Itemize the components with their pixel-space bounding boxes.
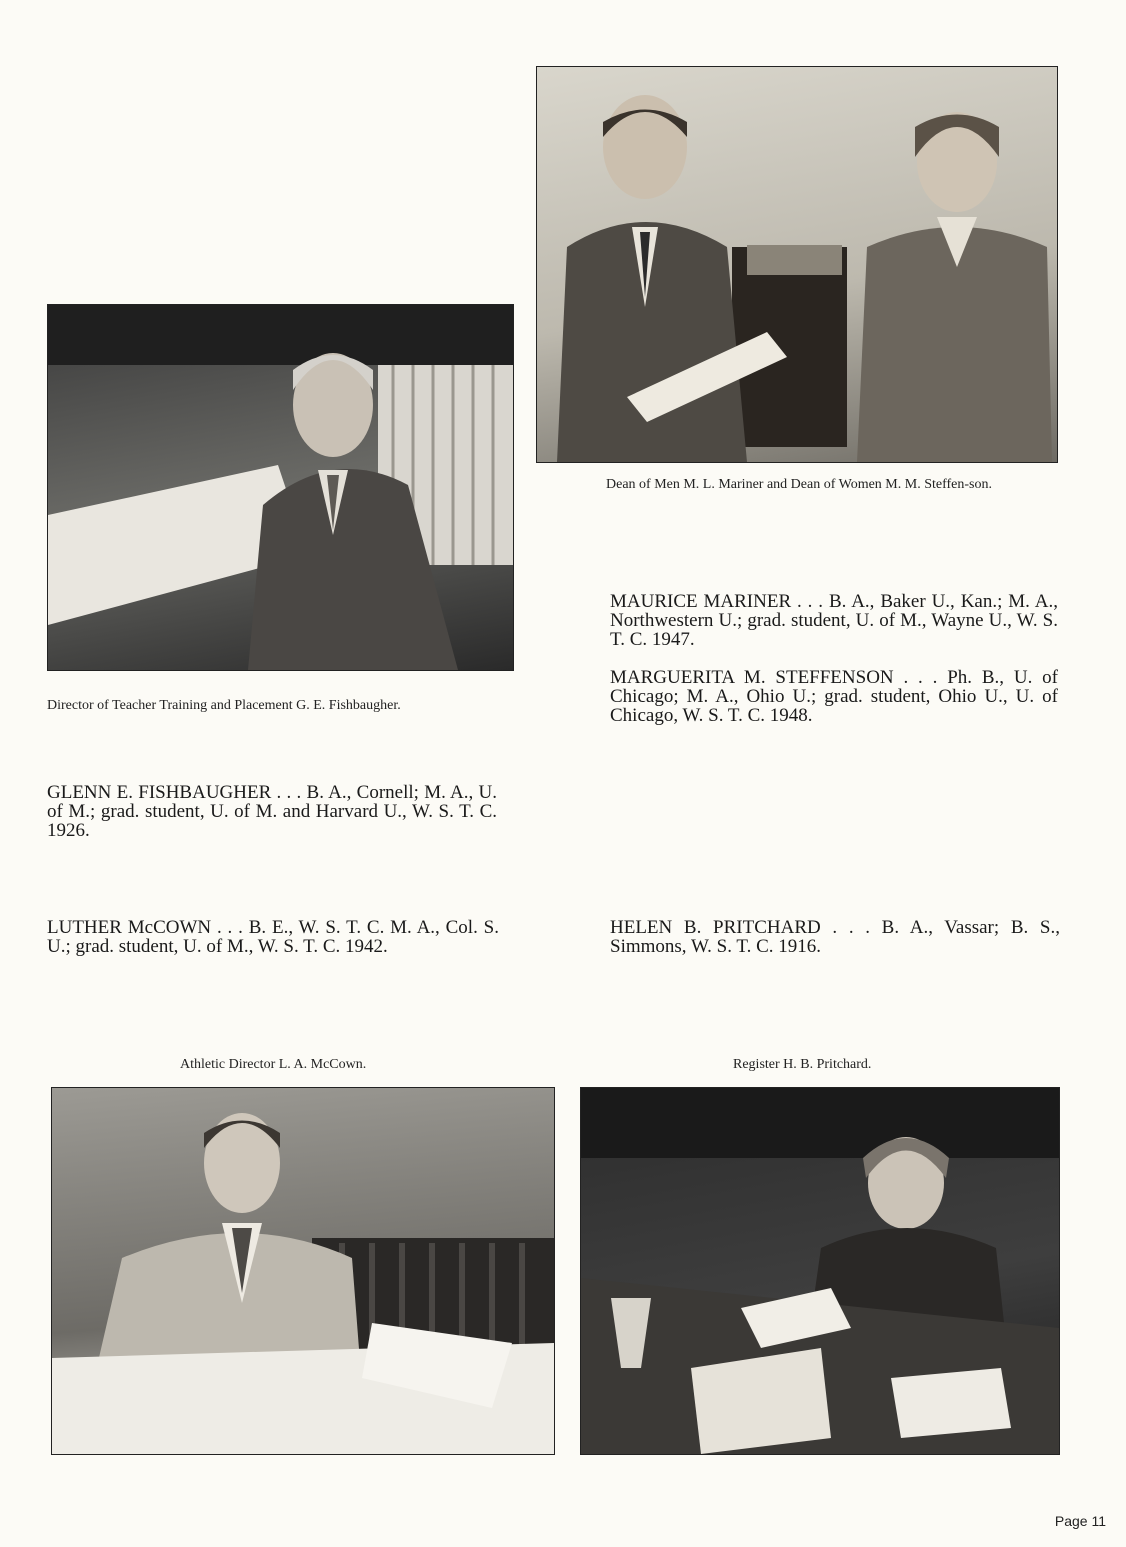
photo-deans <box>536 66 1058 463</box>
mccown-photo-image <box>52 1088 554 1454</box>
bio-steffenson: MARGUERITA M. STEFFENSON . . . Ph. B., U. of Chicago; M. A., Ohio U.; grad. student, Ohio U., U. of Chicago, W. S. T. C. 1948. <box>610 667 1058 726</box>
bio-pritchard: HELEN B. PRITCHARD . . . B. A., Vassar; B. S., Simmons, W. S. T. C. 1916. <box>610 917 1060 957</box>
photo-pritchard <box>580 1087 1060 1455</box>
caption-deans: Dean of Men M. L. Mariner and Dean of Women M. M. Steffen-son. <box>606 477 992 492</box>
fishbaugher-photo-image <box>48 305 513 670</box>
caption-pritchard: Register H. B. Pritchard. <box>733 1057 872 1072</box>
photo-mccown <box>51 1087 555 1455</box>
bio-mariner: MAURICE MARINER . . . B. A., Baker U., Kan.; M. A., Northwestern U.; grad. student, U. of M., Wayne U., W. S. T. C. 1947. <box>610 591 1058 650</box>
bio-mccown: LUTHER McCOWN . . . B. E., W. S. T. C. M. A., Col. S. U.; grad. student, U. of M., W. S. T. C. 1942. <box>47 917 499 957</box>
deans-photo-image <box>537 67 1057 462</box>
bio-fishbaugher: GLENN E. FISHBAUGHER . . . B. A., Cornell; M. A., U. of M.; grad. student, U. of M. and Harvard U., W. S. T. C. 1926. <box>47 782 497 841</box>
page-number: Page 11 <box>1054 1513 1106 1529</box>
pritchard-photo-image <box>581 1088 1059 1454</box>
caption-fishbaugher: Director of Teacher Training and Placement G. E. Fishbaugher. <box>47 698 401 713</box>
photo-fishbaugher <box>47 304 514 671</box>
caption-mccown: Athletic Director L. A. McCown. <box>180 1057 367 1072</box>
